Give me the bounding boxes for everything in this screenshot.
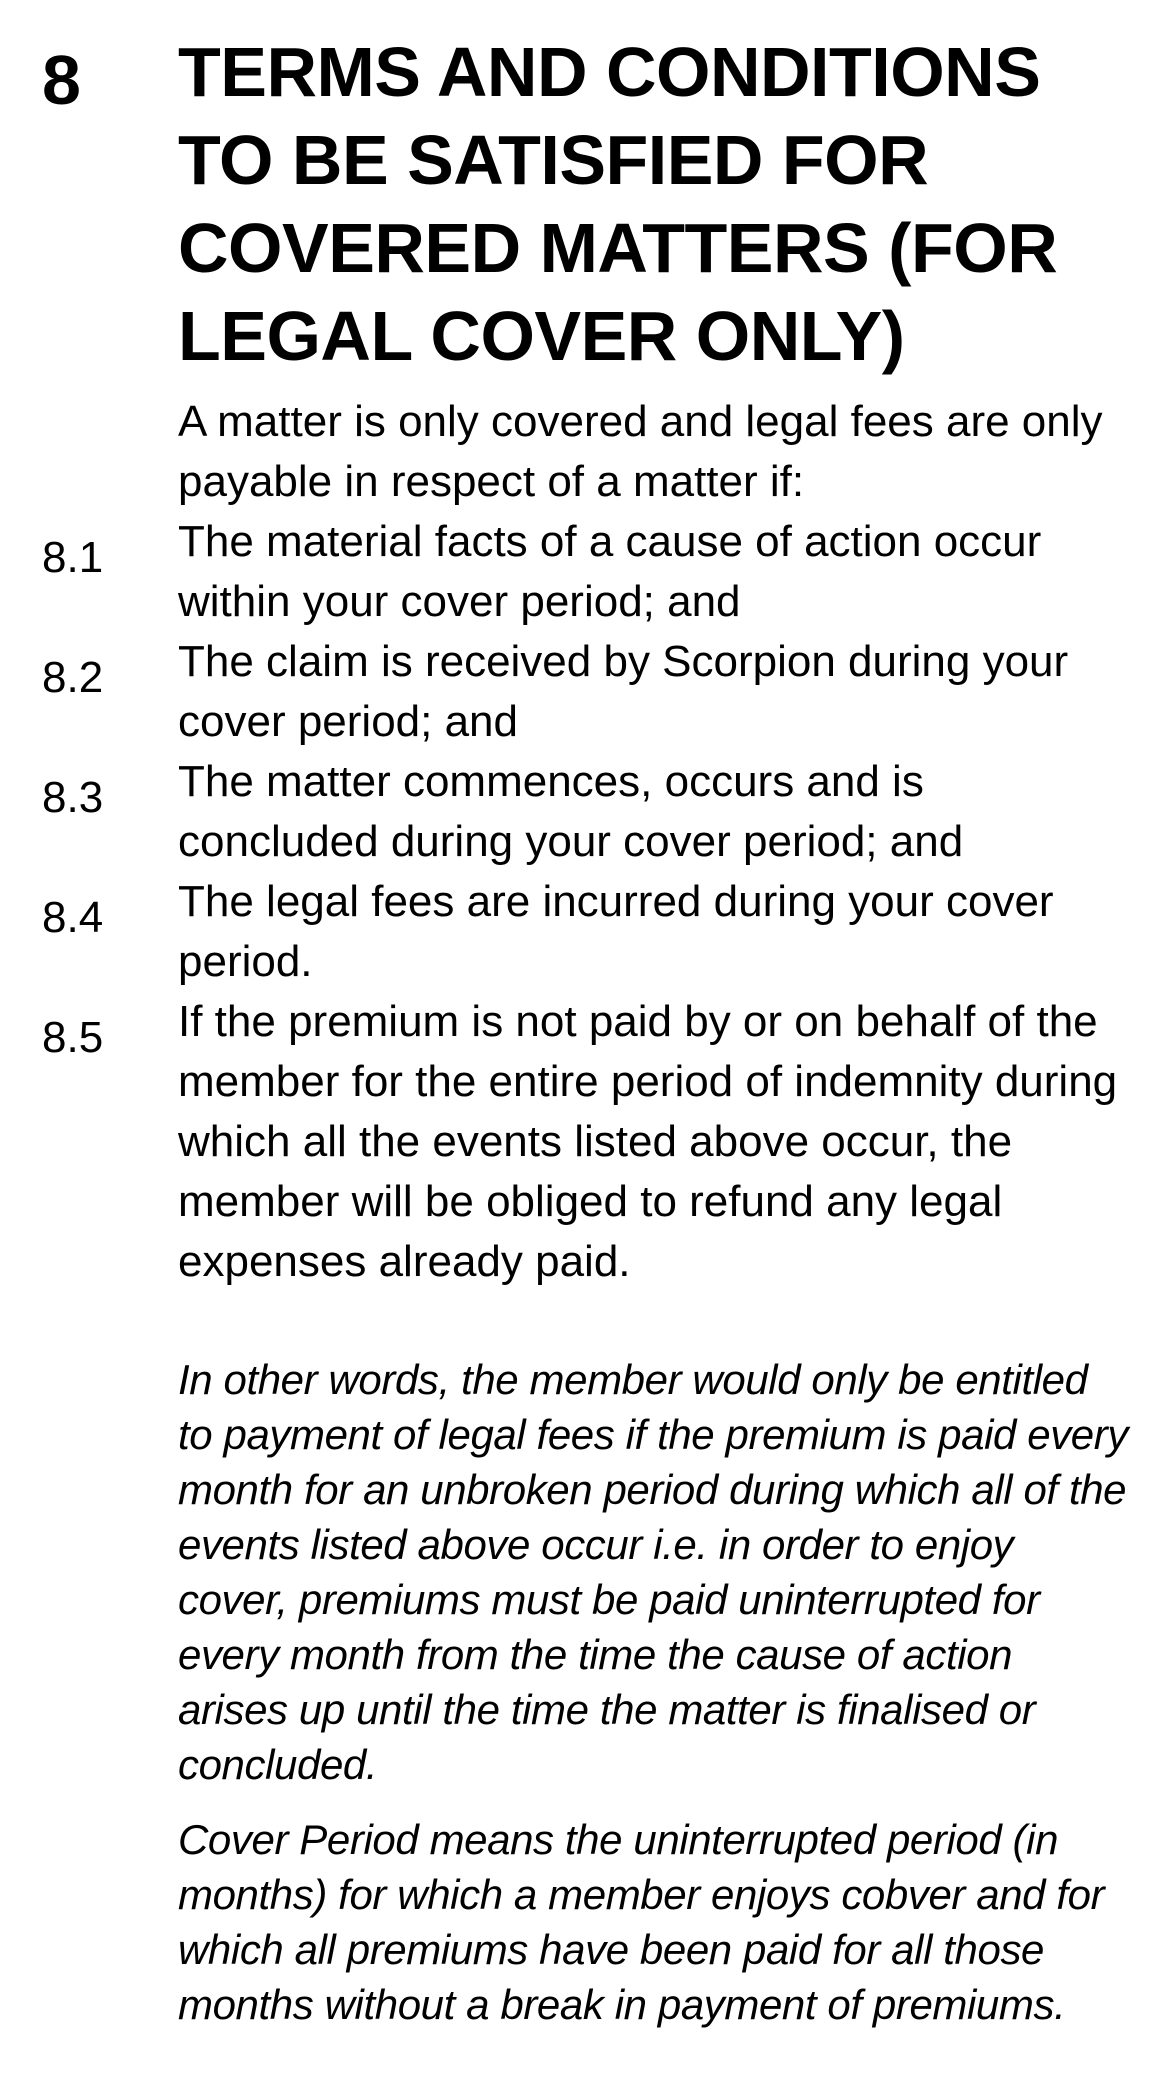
clause-text: The claim is received by Scorpion during your cover period; and bbox=[178, 637, 1069, 746]
explanatory-note: In other words, the member would only be entitled to payment of legal fees if the premium is paid every month for an unbroken period during which all of the events listed above occur i.e. in order to enjoy cover, premiums must be paid uninterrupted for every month from the time the cause of action arises up until the time the matter is finalised or concluded. bbox=[178, 1356, 1128, 1788]
section-title: TERMS AND CONDITIONS TO BE SATISFIED FOR COVERED MATTERS (FOR LEGAL COVER ONLY) bbox=[178, 33, 1058, 375]
section-number: 8 bbox=[42, 41, 81, 119]
clause-number: 8.1 bbox=[42, 533, 104, 582]
clause-text: The legal fees are incurred during your cover period. bbox=[178, 877, 1054, 986]
clause-text: The matter commences, occurs and is concluded during your cover period; and bbox=[178, 757, 964, 866]
clause-number: 8.4 bbox=[42, 893, 104, 942]
clause-number: 8.3 bbox=[42, 773, 104, 822]
clause-number: 8.2 bbox=[42, 653, 104, 702]
clause-text: If the premium is not paid by or on behalf of the member for the entire period of indemnity during which all the events listed above occur, the member will be obliged to refund any legal expenses already paid. bbox=[178, 997, 1118, 1286]
clause-text: The material facts of a cause of action occur within your cover period; and bbox=[178, 517, 1042, 626]
section-intro: A matter is only covered and legal fees are only payable in respect of a matter if: bbox=[178, 397, 1103, 506]
cover-period-definition: Cover Period means the uninterrupted period (in months) for which a member enjoys cobver and for which all premiums have been paid for all those months without a break in payment of premiums. bbox=[178, 1816, 1105, 2028]
clause-number: 8.5 bbox=[42, 1013, 104, 1062]
